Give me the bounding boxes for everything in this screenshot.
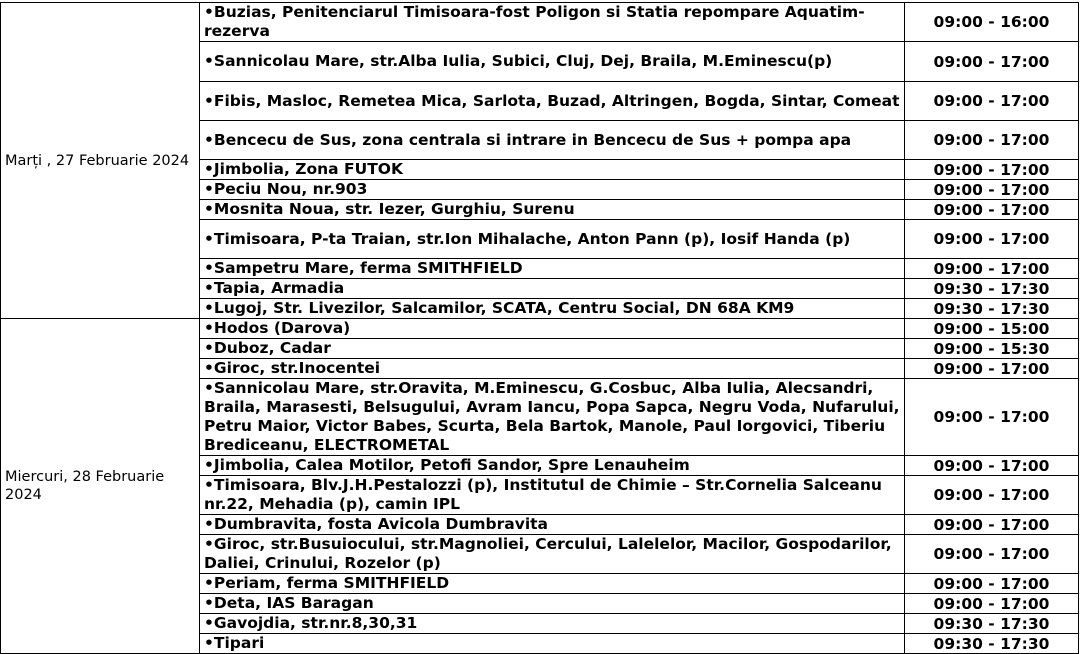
time-cell: 09:00 - 17:00 bbox=[905, 121, 1079, 160]
time-cell: 09:00 - 17:00 bbox=[905, 259, 1079, 279]
table-row bbox=[1, 319, 1079, 339]
day-cell: Miercuri, 28 Februarie 2024 bbox=[1, 319, 200, 654]
time-cell: 09:00 - 17:00 bbox=[905, 515, 1079, 535]
location-cell: •Giroc, str.Inocentei bbox=[200, 359, 905, 379]
time-cell: 09:00 - 17:00 bbox=[905, 180, 1079, 200]
location-cell: •Timisoara, Blv.J.H.Pestalozzi (p), Institutul de Chimie – Str.Cornelia Salceanu nr.22, Mehadia (p), camin IPL bbox=[200, 476, 905, 515]
location-cell: •Peciu Nou, nr.903 bbox=[200, 180, 905, 200]
location-cell: •Giroc, str.Busuiocului, str.Magnoliei, Cercului, Lalelelor, Macilor, Gospodarilor, Daliei, Crinului, Rozelor (p) bbox=[200, 535, 905, 574]
time-cell: 09:00 - 17:00 bbox=[905, 456, 1079, 476]
location-cell: •Sampetru Mare, ferma SMITHFIELD bbox=[200, 259, 905, 279]
outage-schedule-table bbox=[0, 2, 1079, 654]
location-cell: •Hodos (Darova) bbox=[200, 319, 905, 339]
time-cell: 09:00 - 15:30 bbox=[905, 339, 1079, 359]
location-cell: •Fibis, Masloc, Remetea Mica, Sarlota, Buzad, Altringen, Bogda, Sintar, Comeat bbox=[200, 82, 905, 121]
time-cell: 09:00 - 17:00 bbox=[905, 379, 1079, 456]
schedule-body bbox=[1, 3, 1079, 654]
time-cell: 09:30 - 17:30 bbox=[905, 279, 1079, 299]
time-cell: 09:30 - 17:30 bbox=[905, 614, 1079, 634]
location-cell: •Lugoj, Str. Livezilor, Salcamilor, SCATA, Centru Social, DN 68A KM9 bbox=[200, 299, 905, 319]
time-cell: 09:00 - 17:00 bbox=[905, 160, 1079, 180]
time-cell: 09:00 - 17:00 bbox=[905, 476, 1079, 515]
location-cell: •Tipari bbox=[200, 634, 905, 654]
location-cell: •Dumbravita, fosta Avicola Dumbravita bbox=[200, 515, 905, 535]
location-cell: •Bencecu de Sus, zona centrala si intrare in Bencecu de Sus + pompa apa bbox=[200, 121, 905, 160]
location-cell: •Gavojdia, str.nr.8,30,31 bbox=[200, 614, 905, 634]
time-cell: 09:00 - 17:00 bbox=[905, 535, 1079, 574]
location-cell: •Sannicolau Mare, str.Oravita, M.Eminescu, G.Cosbuc, Alba Iulia, Alecsandri, Braila, Marasesti, Belsugului, Avram Iancu, Popa Sapca, Negru Voda, Nufarului, Petru Maior, Victor Babes, Scurta, Bela Bartok, Manole, Paul Iorgovici, Tiberiu Brediceanu, ELECTROMETAL bbox=[200, 379, 905, 456]
day-cell: Marți , 27 Februarie 2024 bbox=[1, 3, 200, 319]
location-cell: •Mosnita Noua, str. Iezer, Gurghiu, Surenu bbox=[200, 200, 905, 220]
time-cell: 09:00 - 17:00 bbox=[905, 200, 1079, 220]
location-cell: •Jimbolia, Zona FUTOK bbox=[200, 160, 905, 180]
time-cell: 09:00 - 17:00 bbox=[905, 220, 1079, 259]
location-cell: •Duboz, Cadar bbox=[200, 339, 905, 359]
table-row bbox=[1, 3, 1079, 42]
time-cell: 09:00 - 17:00 bbox=[905, 82, 1079, 121]
location-cell: •Periam, ferma SMITHFIELD bbox=[200, 574, 905, 594]
time-cell: 09:00 - 17:00 bbox=[905, 42, 1079, 82]
time-cell: 09:00 - 15:00 bbox=[905, 319, 1079, 339]
location-cell: •Jimbolia, Calea Motilor, Petofi Sandor, Spre Lenauheim bbox=[200, 456, 905, 476]
time-cell: 09:30 - 17:30 bbox=[905, 634, 1079, 654]
location-cell: •Buzias, Penitenciarul Timisoara-fost Poligon si Statia repompare Aquatim-rezerva bbox=[200, 3, 905, 42]
time-cell: 09:30 - 17:30 bbox=[905, 299, 1079, 319]
location-cell: •Deta, IAS Baragan bbox=[200, 594, 905, 614]
time-cell: 09:00 - 17:00 bbox=[905, 594, 1079, 614]
location-cell: •Tapia, Armadia bbox=[200, 279, 905, 299]
location-cell: •Sannicolau Mare, str.Alba Iulia, Subici, Cluj, Dej, Braila, M.Eminescu(p) bbox=[200, 42, 905, 82]
time-cell: 09:00 - 17:00 bbox=[905, 574, 1079, 594]
time-cell: 09:00 - 17:00 bbox=[905, 359, 1079, 379]
time-cell: 09:00 - 16:00 bbox=[905, 3, 1079, 42]
location-cell: •Timisoara, P-ta Traian, str.Ion Mihalache, Anton Pann (p), Iosif Handa (p) bbox=[200, 220, 905, 259]
